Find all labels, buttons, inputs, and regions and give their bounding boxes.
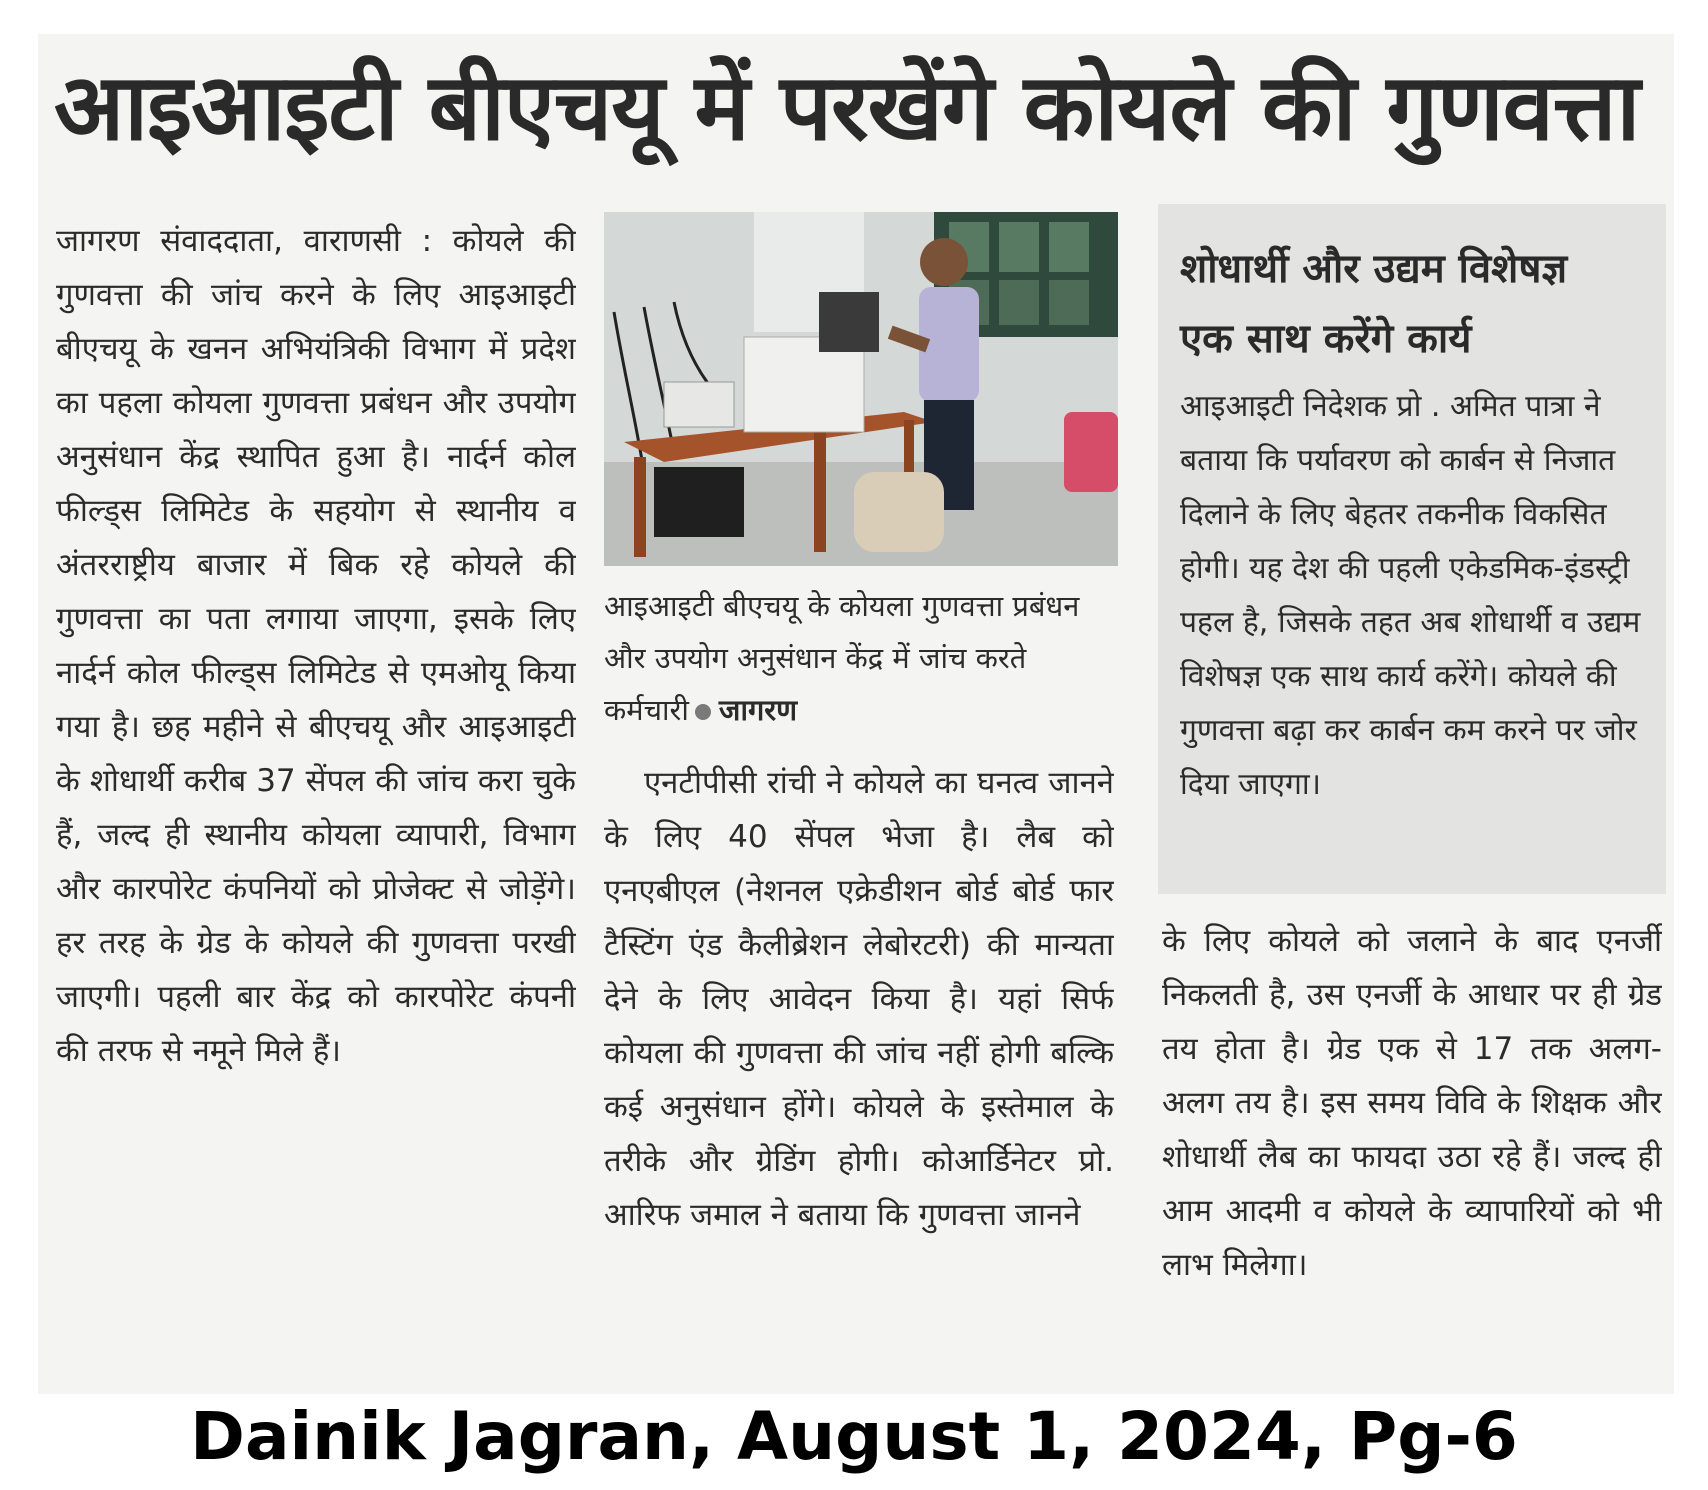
bullet-icon [695,704,711,720]
sidebar-body: आइआइटी निदेशक प्रो . अमित पात्रा ने बताया कि पर्यावरण को कार्बन से निजात दिलाने के लिए बेहतर तकनीक विकसित होगी। यह देश की पहली एकेडमिक-इंडस्ट्री पहल है, जिसके तहत अब शोधार्थी व उद्यम विशेषज्ञ एक साथ कार्य करेंगे। कोयले की गुणवत्ता बढ़ा कर कार्बन कम करने पर जोर दिया जाएगा। [1180,389,1641,802]
sidebar-box [1158,204,1666,894]
sidebar-title-line-1: शोधार्थी और उद्यम विशेषज्ञ [1180,246,1568,292]
sidebar-title [1180,234,1644,374]
photo-caption-text: आइआइटी बीएचयू के कोयला गुणवत्ता प्रबंधन और उपयोग अनुसंधान केंद्र में जांच करते कर्मचारी [604,589,1080,727]
newspaper-clipping [38,34,1674,1394]
source-citation: Dainik Jagran, August 1, 2024, Pg-6 [190,1398,1518,1475]
lab-photo [604,212,1118,566]
middle-column-text: एनटीपीसी रांची ने कोयले का घनत्व जानने के लिए 40 सेंपल भेजा है। लैब को एनएबीएल (नेशनल एक्रेडीशन बोर्ड बोर्ड फार टैस्टिंग एंड कैलीब्रेशन लेबोरटरी) की मान्यता देने के लिए आवेदन किया है। यहां सिर्फ कोयला की गुणवत्ता की जांच नहीं होगी बल्कि कई अनुसंधान होंगे। कोयले के इस्तेमाल के तरीके और ग्रेडिंग होगी। कोआर्डिनेटर प्रो. आरिफ जमाल ने बताया कि गुणवत्ता जानने [604,765,1114,1233]
sidebar-title-line-2: एक साथ करेंगे कार्य [1180,316,1472,362]
right-column-text: के लिए कोयले को जलाने के बाद एनर्जी निकलती है, उस एनर्जी के आधार पर ही ग्रेड तय होता है। ग्रेड एक से 17 तक अलग-अलग तय है। इस समय विवि के शिक्षक और शोधार्थी लैब का फायदा उठा रहे हैं। जल्द ही आम आदमी व कोयले के व्यापारियों को भी लाभ मिलेगा। [1162,923,1662,1283]
photo-credit: जागरण [718,693,798,727]
photo-caption [604,580,1118,736]
left-column-text: जागरण संवाददाता, वाराणसी : कोयले की गुणवत्ता की जांच करने के लिए आइआइटी बीएचयू के खनन अभियंत्रिकी विभाग में प्रदेश का पहला कोयला गुणवत्ता प्रबंधन और उपयोग अनुसंधान केंद्र स्थापित हुआ है। नार्दर्न कोल फील्ड्स लिमिटेड के सहयोग से स्थानीय व अंतरराष्ट्रीय बाजार में बिक रहे कोयले की गुणवत्ता का पता लगाया जाएगा, इसके लिए नार्दर्न कोल फील्ड्स लिमिटेड से एमओयू किया गया है। छह महीने से बीएचयू और आइआइटी के शोधार्थी करीब 37 सेंपल की जांच करा चुके हैं, जल्द ही स्थानीय कोयला व्यापारी, विभाग और कारपोरेट कंपनियों को प्रोजेक्ट से जोड़ेंगे। हर तरह के ग्रेड के कोयले की गुणवत्ता परखी जाएगी। पहली बार केंद्र को कारपोरेट कंपनी की तरफ से नमूने मिले हैं। [56,223,576,1069]
lab-photo-illustration [604,212,1118,566]
headline: आइआइटी बीएचयू में परखेंगे कोयले की गुणवत्ता [54,54,1640,161]
